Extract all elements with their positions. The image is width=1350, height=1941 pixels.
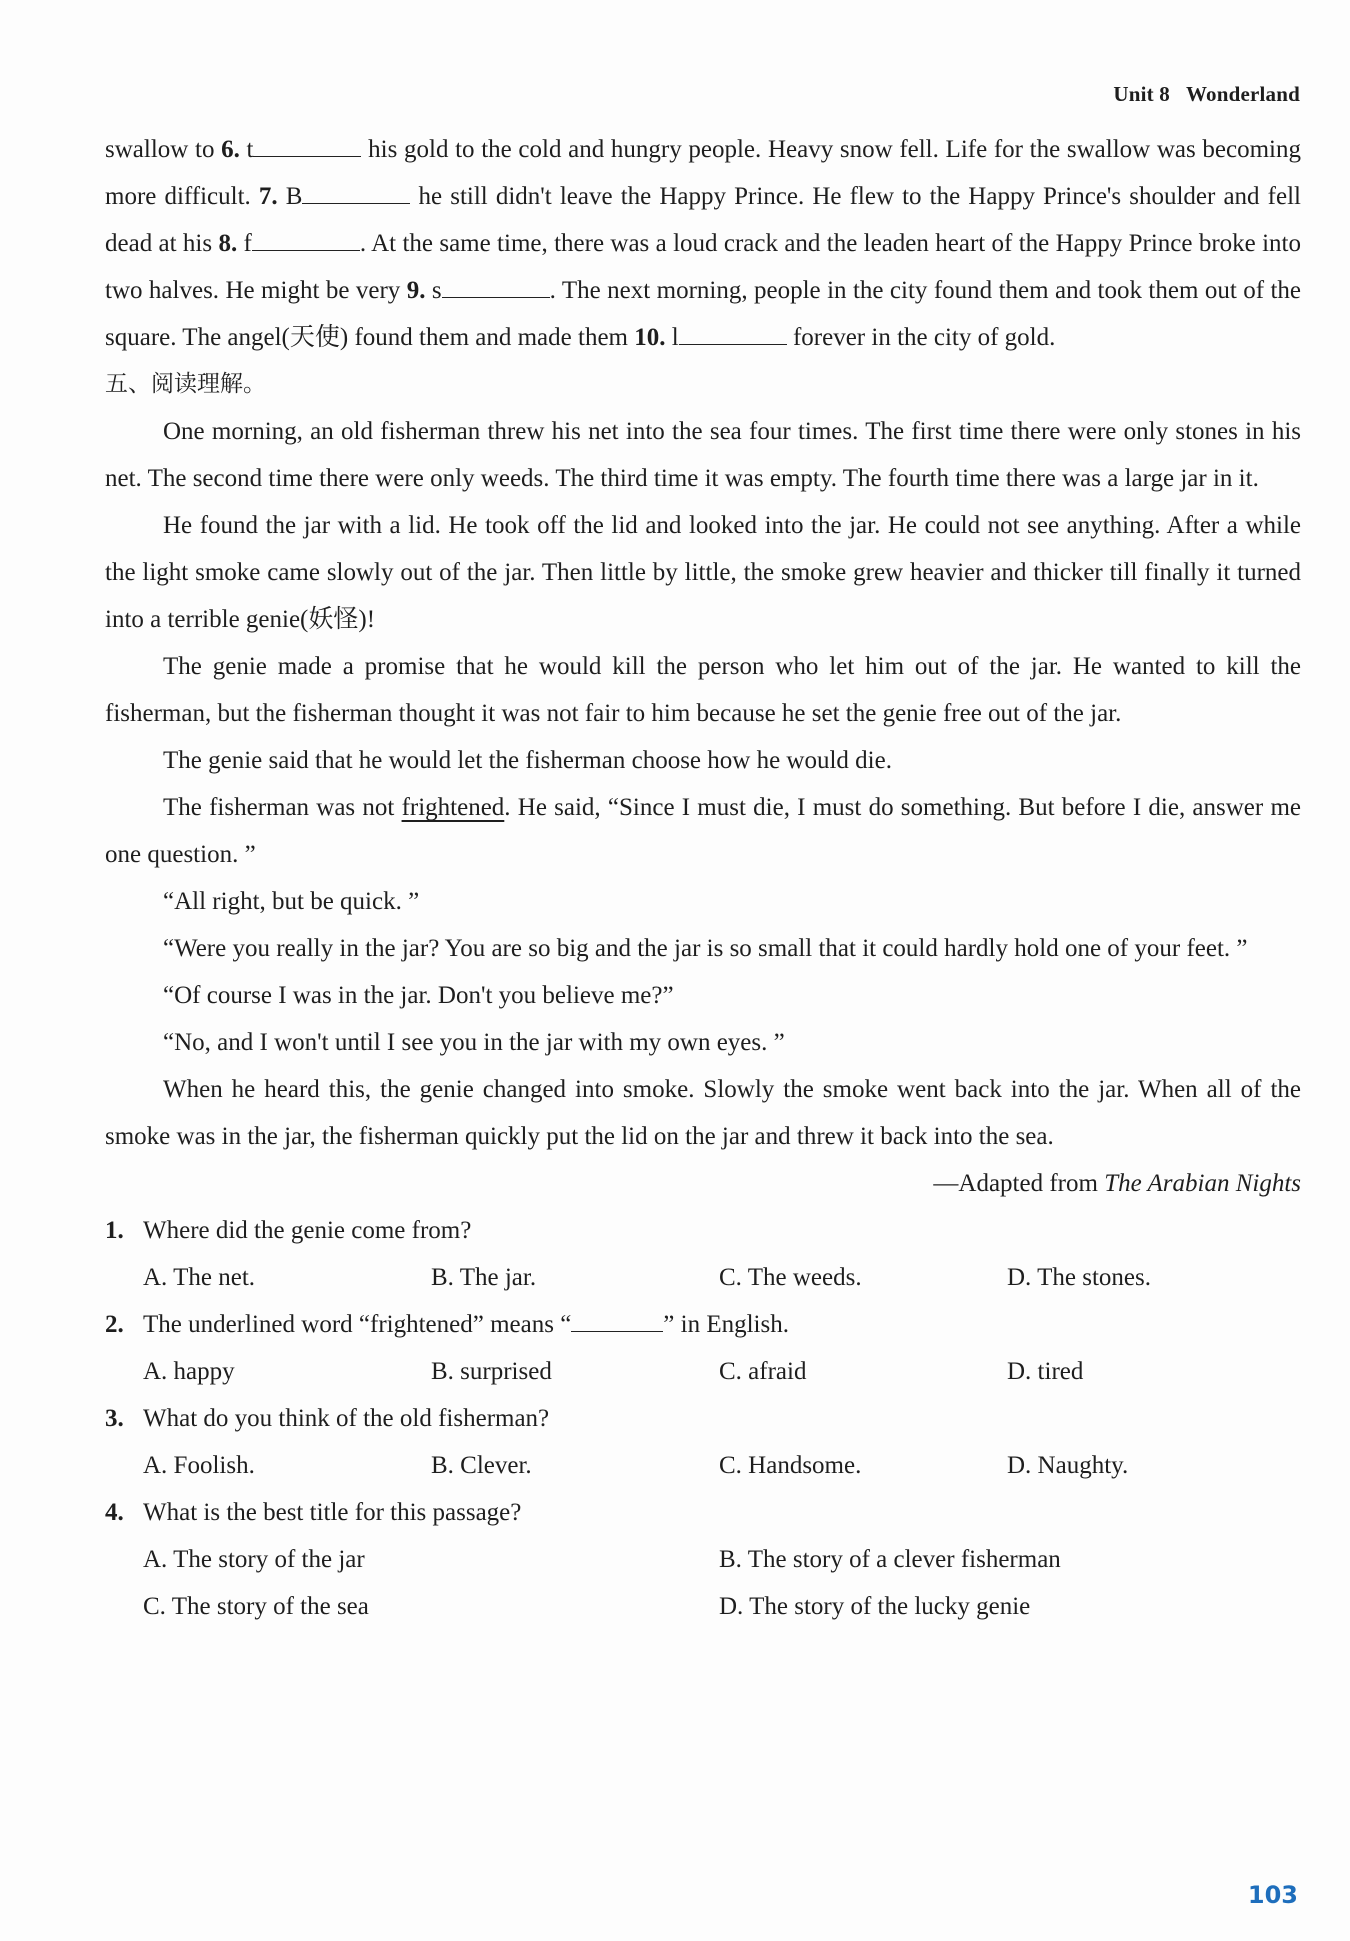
passage-paragraph-4: The genie said that he would let the fisherman choose how he would die. (163, 747, 892, 774)
question-text (143, 1301, 789, 1348)
option-b[interactable]: B. surprised (431, 1358, 552, 1385)
passage-text: . He said, “Since I must die, I must do something. But before I die, answer me one question. ” (105, 794, 1301, 868)
option-a[interactable]: A. The net. (143, 1264, 256, 1291)
blank-8[interactable] (252, 225, 360, 251)
cloze-text: . The next morning, people in the city found them and took them out of the square. The angel(天使) found them and made them (105, 277, 1302, 351)
unit-title: Wonderland (1185, 82, 1300, 106)
passage-paragraph-5 (105, 784, 1301, 878)
cloze-text: his gold to the cold and hungry people. Heavy snow fell. Life for the swallow was becoming more difficult. (105, 136, 1301, 210)
passage-paragraph-8: “Of course I was in the jar. Don't you believe me?” (163, 982, 674, 1009)
question-text-part: The underlined word “frightened” means “ (143, 1311, 572, 1338)
cloze-text: forever in the city of gold. (786, 324, 1056, 351)
question-text: Where did the genie come from? (143, 1217, 472, 1244)
cloze-text: he still didn't leave the Happy Prince. He flew to the Happy Prince's shoulder and fell dead at his (105, 183, 1301, 257)
passage-paragraph-3: The genie made a promise that he would kill the person who let him out of the jar. He wanted to kill the fisherman, but the fisherman thought it was not fair to him because he set the genie free out of the jar. (105, 653, 1301, 727)
cloze-text: s (425, 277, 442, 304)
unit-label: Unit 8 (1113, 82, 1170, 106)
option-b[interactable]: B. The story of a clever fisherman (719, 1546, 1061, 1573)
blank-number-6: 6. (221, 136, 240, 163)
passage-paragraph-2: He found the jar with a lid. He took off the lid and looked into the jar. He could not see anything. After a while the light smoke came slowly out of the jar. Then little by little, the smoke grew heavier and thicker till finally it turned into a terrible genie(妖怪)! (105, 512, 1301, 633)
question-number: 4. (105, 1499, 124, 1526)
passage-text: The fisherman was not (163, 794, 402, 821)
answer-blank[interactable] (571, 1306, 663, 1332)
option-b[interactable]: B. The jar. (431, 1264, 537, 1291)
option-c[interactable]: C. Handsome. (719, 1452, 862, 1479)
passage-paragraph-6: “All right, but be quick. ” (163, 888, 420, 915)
option-a[interactable]: A. The story of the jar (143, 1546, 365, 1573)
option-a[interactable]: A. Foolish. (143, 1452, 255, 1479)
passage-paragraph-7: “Were you really in the jar? You are so big and the jar is so small that it could hardly hold one of your feet. ” (163, 935, 1248, 962)
question-text-part: ” in English. (663, 1311, 789, 1338)
cloze-text: f (237, 230, 252, 257)
source-title: The Arabian Nights (1104, 1170, 1301, 1197)
option-c[interactable]: C. The weeds. (719, 1264, 862, 1291)
question-text: What do you think of the old fisherman? (143, 1405, 550, 1432)
passage-source (105, 1160, 1301, 1207)
passage-paragraph-10: When he heard this, the genie changed into smoke. Slowly the smoke went back into the jar. When all of the smoke was in the jar, the fisherman quickly put the lid on the jar and threw it back into the sea. (105, 1076, 1301, 1150)
blank-number-10: 10. (634, 324, 666, 351)
passage-paragraph-1: One morning, an old fisherman threw his net into the sea four times. The first time there were only stones in his net. The second time there were only weeds. The third time it was empty. The fourth time there was a large jar in it. (105, 418, 1301, 492)
option-d[interactable]: D. Naughty. (1007, 1452, 1129, 1479)
question-1 (105, 1207, 1301, 1301)
question-4 (105, 1489, 1301, 1630)
blank-9[interactable] (442, 272, 550, 298)
blank-number-9: 9. (406, 277, 426, 304)
cloze-text: B (277, 183, 303, 210)
option-c[interactable]: C. afraid (719, 1358, 807, 1385)
blank-6[interactable] (253, 131, 361, 157)
question-number: 1. (105, 1217, 124, 1244)
cloze-text: t (239, 136, 254, 163)
question-number: 2. (105, 1311, 124, 1338)
cloze-paragraph (105, 126, 1301, 361)
page-header (1113, 82, 1300, 107)
page-number: 103 (1247, 1881, 1298, 1909)
cloze-text: . At the same time, there was a loud crack and the leaden heart of the Happy Prince broke into two halves. He might be very (105, 230, 1301, 304)
source-prefix: —Adapted from (933, 1170, 1105, 1197)
option-d[interactable]: D. tired (1007, 1358, 1084, 1385)
option-d[interactable]: D. The stones. (1007, 1264, 1151, 1291)
question-text: What is the best title for this passage? (143, 1499, 522, 1526)
blank-number-7: 7. (258, 183, 278, 210)
cloze-text: l (665, 324, 679, 351)
cloze-text: swallow to (105, 136, 222, 163)
option-d[interactable]: D. The story of the lucky genie (719, 1593, 1031, 1620)
page-content (105, 126, 1301, 1630)
question-2 (105, 1301, 1301, 1395)
blank-number-8: 8. (218, 230, 238, 257)
option-a[interactable]: A. happy (143, 1358, 235, 1385)
passage-paragraph-9: “No, and I won't until I see you in the jar with my own eyes. ” (163, 1029, 785, 1056)
section-title: 五、阅读理解。 (105, 371, 266, 397)
underlined-word: frightened (401, 794, 505, 821)
option-c[interactable]: C. The story of the sea (143, 1593, 369, 1620)
question-number: 3. (105, 1405, 124, 1432)
option-b[interactable]: B. Clever. (431, 1452, 532, 1479)
question-3 (105, 1395, 1301, 1489)
blank-7[interactable] (302, 178, 410, 204)
blank-10[interactable] (679, 319, 787, 345)
